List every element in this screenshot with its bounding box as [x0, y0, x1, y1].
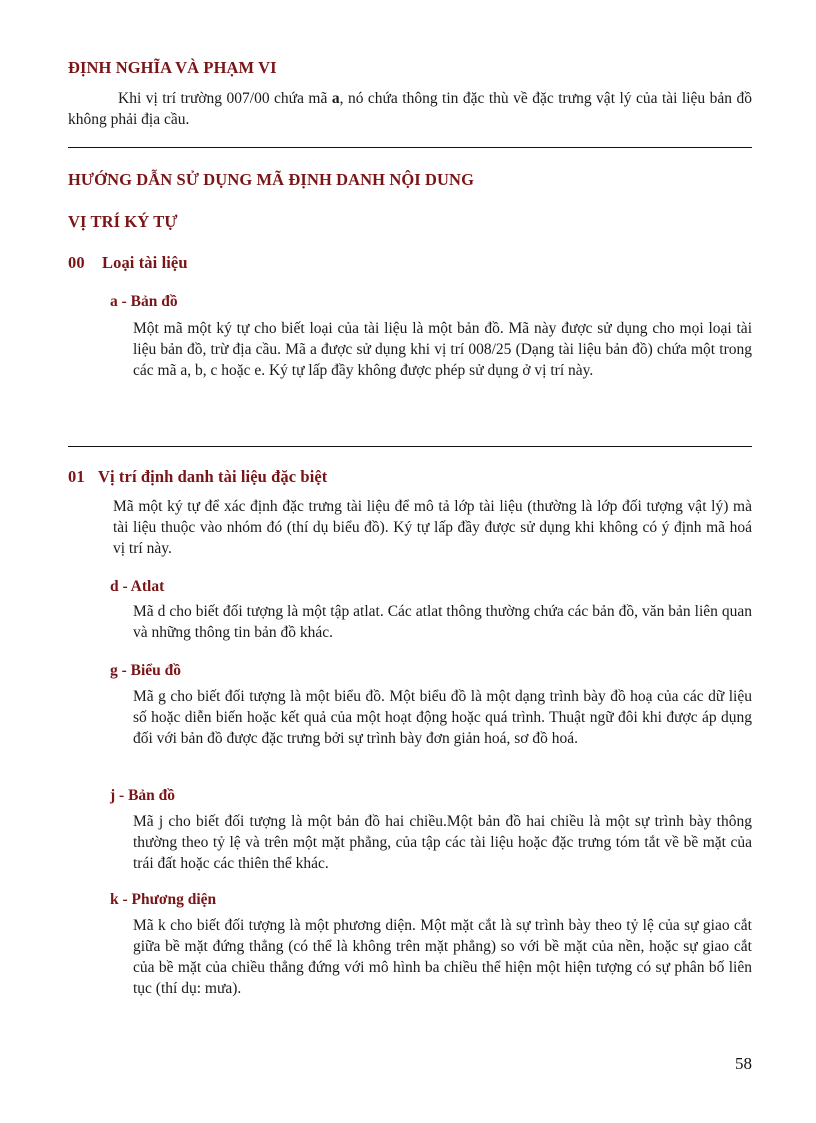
item-a-label: a - Bản đồ: [110, 293, 178, 310]
definition-heading: ĐỊNH NGHĨA VÀ PHẠM VI: [68, 58, 277, 77]
item-d-text: Mã d cho biết đối tượng là một tập atlat. Các atlat thông thường chứa các bản đồ, văn bản liên quan và những thông tin bản đồ khác.: [133, 603, 752, 641]
guidelines-heading: HƯỚNG DẪN SỬ DỤNG MÃ ĐỊNH DANH NỘI DUNG: [68, 170, 474, 189]
item-d-label: d - Atlat: [110, 578, 165, 595]
item-j-text: Mã j cho biết đối tượng là một bản đồ hai chiều.Một bản đồ hai chiều là một sự trình bày thông thường theo tỷ lệ và trên một mặt phẳng, của tập các tài liệu hoặc đặc trưng tóm tắt về bề mặt của trái đất hoặc các thiên thể khác.: [133, 813, 752, 872]
page-number: 58: [735, 1054, 752, 1073]
item-j-label: j - Bản đồ: [110, 787, 176, 804]
item-g-label: g - Biểu đồ: [110, 662, 182, 679]
document-page: [68, 0, 752, 1123]
section-01-heading: 01 Vị trí định danh tài liệu đặc biệt: [68, 467, 328, 486]
definition-text: Khi vị trí trường 007/00 chứa mã a, nó chứa thông tin đặc thù về đặc trưng vật lý của tài liệu bản đồ không phải địa cầu.: [68, 90, 752, 128]
section-01-intro: Mã một ký tự để xác định đặc trưng tài liệu để mô tả lớp tài liệu (thường là lớp đối tượng vật lý) mà tài liệu thuộc vào nhóm đó (thí dụ biểu đồ). Ký tự lấp đầy được sử dụng khi không có ý định mã hoá vị trí này.: [113, 498, 752, 557]
section-00-heading: 00 Loại tài liệu: [68, 253, 188, 272]
divider-rule: [68, 446, 752, 447]
item-k-text: Mã k cho biết đối tượng là một phương diện. Một mặt cắt là sự trình bày theo tỷ lệ của sự giao cắt giữa bề mặt đứng thẳng (có thể là không trên mặt phẳng) so với bề mặt của nền, hoặc sự giao cắt của bề mặt của chiều thẳng đứng với mô hình ba chiều thể hiện một hiện tượng có sự phân bố liên tục (thí dụ: mưa).: [133, 917, 752, 997]
item-k-label: k - Phương diện: [110, 891, 217, 908]
item-a-text: Một mã một ký tự cho biết loại của tài liệu là một bản đồ. Mã này được sử dụng cho mọi loại tài liệu bản đồ, trừ địa cầu. Mã a được sử dụng khi vị trí 008/25 (Dạng tài liệu bản đồ) chứa một trong các mã a, b, c hoặc e. Ký tự lấp đầy không được phép sử dụng ở vị trí này.: [133, 320, 752, 379]
divider-rule: [68, 147, 752, 148]
item-g-text: Mã g cho biết đối tượng là một biểu đồ. Một biểu đồ là một dạng trình bày đồ hoạ của các dữ liệu số hoặc diễn biến hoặc kết quả của một hoạt động hoặc quá trình. Thuật ngữ đôi khi được áp dụng đối với bản đồ được đặc trưng bởi sự trình bày đơn giản hoá, sơ đồ hoá.: [133, 688, 752, 747]
positions-heading: VỊ TRÍ KÝ TỰ: [68, 212, 178, 231]
